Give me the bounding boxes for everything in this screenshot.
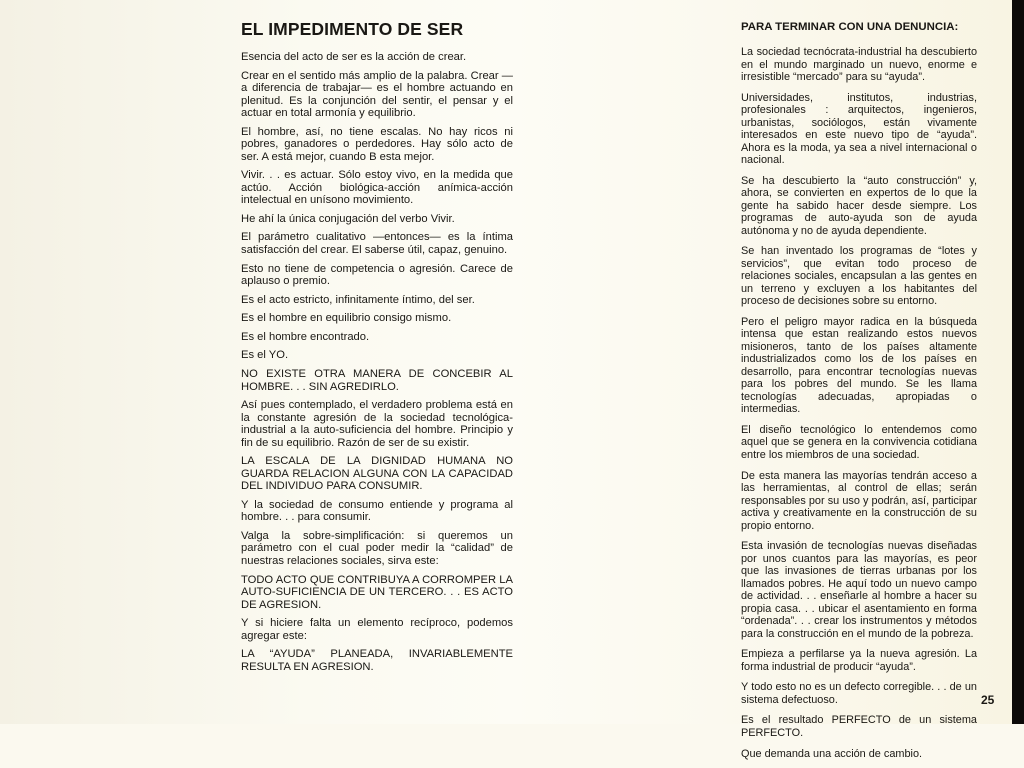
paragraph: El hombre, así, no tiene escalas. No hay ricos ni pobres, ganadores o perdedores. Hay sólo acto de ser. A está mejor, cuando B esta mejor. (241, 125, 513, 163)
paragraph: Y todo esto no es un defecto corregible. . . de un sistema defectuoso. (741, 681, 977, 706)
right-paragraphs (741, 46, 977, 768)
scan-edge (1012, 0, 1024, 724)
paragraph: Y si hiciere falta un elemento recíproco, podemos agregar este: (241, 617, 513, 642)
paragraph: Así pues contemplado, el verdadero problema está en la constante agresión de la sociedad tecnológica-industrial a la auto-suficiencia del hombre. Principio y fin de su equilibrio. Razón de ser de su existir. (241, 399, 513, 449)
paragraph: Es el hombre encontrado. (241, 330, 370, 343)
paragraph: La sociedad tecnócrata-industrial ha descubierto en el mundo marginado un nuevo, enorme e irresistible “mercado” para su “ayuda”. (741, 46, 977, 83)
paragraph: Vivir. . . es actuar. Sólo estoy vivo, en la medida que actúo. Acción biológica-acción anímica-acción intelectual en unísono movimiento. (241, 169, 513, 207)
paragraph: Universidades, institutos, industrias, profesionales : arquitectos, ingenieros, urbanistas, sociólogos, están vivamente interesados en este nuevo tipo de “ayuda”. Ahora es la moda, ya sea a nivel internacional o nacional. (741, 91, 977, 167)
paragraph: Esto no tiene de competencia o agresión. Carece de aplauso o premio. (241, 262, 513, 288)
page-number: 25 (981, 693, 995, 707)
paragraph: Es el acto estricto, infinitamente íntimo, del ser. (241, 293, 475, 306)
paragraph: Crear en el sentido más amplio de la palabra. Crear —a diferencia de trabajar— es el hombre actuando en plenitud. Es la conjunción del sentir, el pensar y el actuar en total armonía y equilibrio. (241, 69, 513, 120)
paragraph: Empieza a perfilarse ya la nueva agresión. La forma industrial de producir “ayuda”. (741, 648, 977, 673)
paragraph: De esta manera las mayorías tendrán acceso a las herramientas, al control de ellas; serán responsables por su uso y podrán, así, participar activa y creativamente en la construcción de su propio entorno. (741, 469, 977, 532)
paragraph: Esta invasión de tecnologías nuevas diseñadas por unos cuantos para las mayorías, es peor que las invasiones de tierras urbanas por los llamados pobres. He aquí todo un nuevo campo de actividad. . . enseñarle al hombre a hacer su propia casa. . . ubicar el asentamiento en forma “ordenada”. . . crear los instrumentos y métodos para la construcción en el mundo de la pobreza. (741, 540, 977, 640)
paragraph: Y la sociedad de consumo entiende y programa al hombre. . . para consumir. (241, 498, 513, 524)
paragraph: El parámetro cualitativo —entonces— es la íntima satisfacción del crear. El saberse útil, capaz, genuino. (241, 231, 513, 256)
paragraph: Es el resultado PERFECTO de un sistema PERFECTO. (741, 714, 977, 739)
paragraph: Que demanda una acción de cambio. (741, 747, 923, 760)
emphasis-paragraph: TODO ACTO QUE CONTRIBUYA A CORROMPER LA AUTO-SUFICIENCIA DE UN TERCERO. . . ES ACTO DE AGRESION. (241, 573, 513, 611)
paragraph: El diseño tecnológico lo entendemos como aquel que se genera en la convivencia cotidiana entre los miembros de una sociedad. (741, 423, 977, 461)
paragraph: Es el hombre en equilibrio consigo mismo. (241, 312, 452, 325)
paragraph: Se han inventado los programas de “lotes y servicios”, que evitan todo proceso de relaciones sociales, encapsulan a las gentes en un terreno y excluyen a los habitantes del proceso de decisiones sobre su entorno. (741, 245, 977, 308)
paragraph: Pero el peligro mayor radica en la búsqueda intensa que estan realizando estos nuevos misioneros, tanto de los países altamente industrializados como los de los países en desarrollo, para encontrar tecnologías nuevas para los pobres del mundo. Se les llama tecnologías adecuadas, apropiadas o intermedias. (741, 315, 977, 416)
emphasis-paragraph: LA “AYUDA” PLANEADA, INVARIABLEMENTE RESULTA EN AGRESION. (241, 648, 513, 673)
section-title: PARA TERMINAR CON UNA DENUNCIA: (741, 21, 959, 33)
paragraph: Es el YO. (241, 349, 289, 362)
left-paragraphs (241, 51, 513, 679)
emphasis-paragraph: NO EXISTE OTRA MANERA DE CONCEBIR AL HOMBRE. . . SIN AGREDIRLO. (241, 368, 513, 393)
paragraph: Esencia del acto de ser es la acción de crear. (241, 51, 467, 63)
emphasis-paragraph: LA ESCALA DE LA DIGNIDAD HUMANA NO GUARDA RELACION ALGUNA CON LA CAPACIDAD DEL INDIVIDUO PARA CONSUMIR. (241, 455, 513, 493)
article-title: EL IMPEDIMENTO DE SER (241, 19, 464, 39)
paragraph: Valga la sobre-simplificación: si queremos un parámetro con el cual poder medir la “calidad” de nuestras relaciones sociales, sirva este: (241, 529, 513, 567)
paragraph: He ahí la única conjugación del verbo Vivir. (241, 212, 455, 225)
paragraph: Se ha descubierto la “auto construcción” y, ahora, se convierten en expertos de lo que la gente ha sabido hacer desde siempre. Los programas de auto-ayuda son de ayuda autónoma y no de ayuda dependiente. (741, 174, 977, 237)
